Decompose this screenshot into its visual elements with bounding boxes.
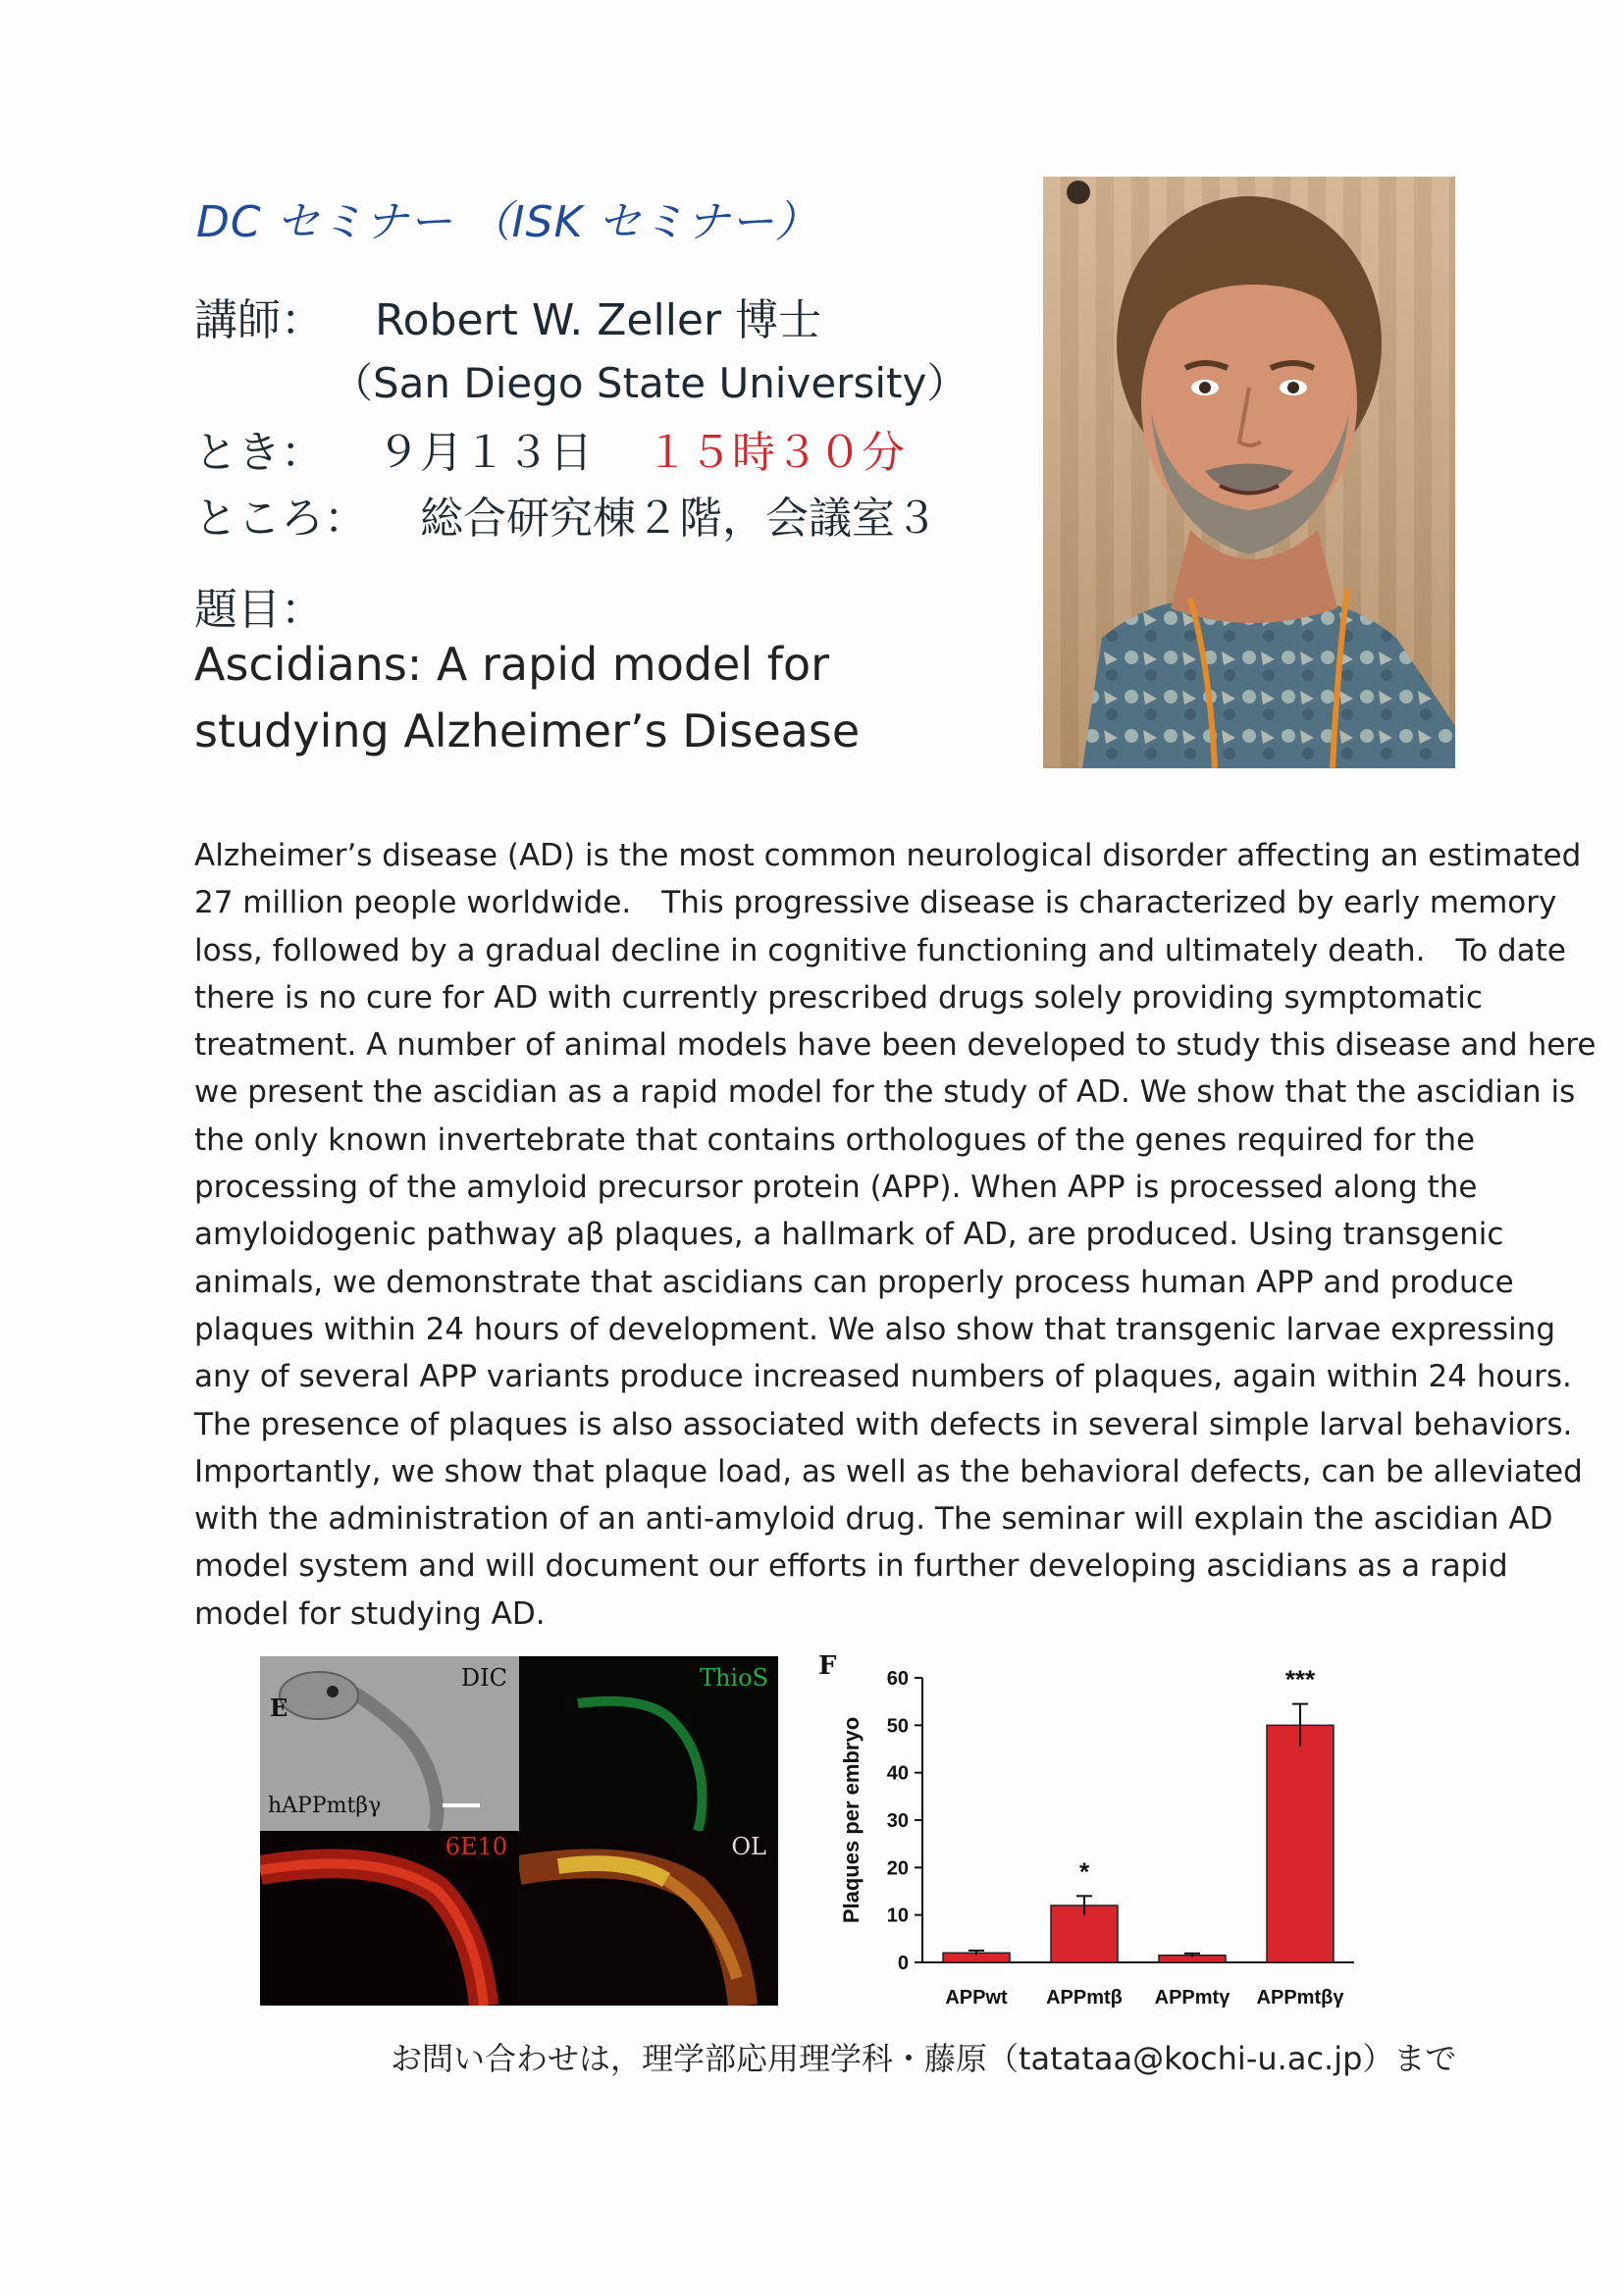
overlay-panel (519, 1831, 778, 2006)
speaker-name: Robert W. Zeller 博士 (375, 295, 822, 345)
topic-line-1: Ascidians: A rapid model for (194, 638, 830, 691)
thios-panel (519, 1656, 778, 1831)
series-title: DC セミナー （ISK セミナー） (196, 197, 819, 247)
y-tick-label: 40 (886, 1762, 909, 1785)
speaker-affiliation: （San Diego State University） (332, 359, 969, 407)
thios-label: ThioS (699, 1664, 768, 1692)
e10-label: 6E10 (445, 1833, 507, 1860)
abstract-line: with the administration of an anti-amyloid drug. The seminar will explain the ascidian AD (194, 1501, 1553, 1538)
abstract-line: treatment. A number of animal models have been developed to study this disease and here (194, 1027, 1597, 1064)
abstract (194, 832, 1597, 1638)
time-label: とき： (194, 428, 324, 478)
time-row (194, 417, 905, 480)
y-tick-label: 50 (886, 1715, 909, 1738)
abstract-line: we present the ascidian as a rapid model for the study of AD. We show that the ascidian is (194, 1074, 1576, 1111)
e10-panel (260, 1831, 519, 2006)
abstract-line: there is no cure for AD with currently prescribed drugs solely providing symptomatic (194, 979, 1483, 1016)
micrograph-figure (260, 1656, 778, 2006)
y-tick-label: 10 (886, 1905, 909, 1927)
plaque-chart (814, 1648, 1364, 2021)
y-axis-label: Plaques per embryo (839, 1716, 864, 1924)
dic-label: DIC (460, 1664, 507, 1692)
significance-label: * (1078, 1856, 1090, 1887)
place-label: ところ： (194, 494, 367, 544)
x-tick-label: APPmtβγ (1256, 1987, 1344, 2009)
abstract-line: animals, we demonstrate that ascidians can properly process human APP and produce (194, 1264, 1514, 1300)
place-value: 総合研究棟２階，会議室３ (420, 494, 938, 544)
x-tick-label: APPmtβ (1046, 1987, 1123, 2009)
time-hour: １５時３０分 (646, 428, 905, 478)
abstract-line: The presence of plaques is also associated with defects in several simple larval behaviors. (194, 1406, 1573, 1442)
abstract-line: Importantly, we show that plaque load, as well as the behavioral defects, can be alleviated (194, 1453, 1583, 1489)
bar (1267, 1725, 1334, 1962)
abstract-line: amyloidogenic pathway aβ plaques, a hallmark of AD, are produced. Using transgenic (194, 1217, 1504, 1253)
contact-line: お問い合わせは，理学部応用理学科・藤原（tatataa@kochi-u.ac.jp）まで (391, 2040, 1457, 2077)
abstract-line: any of several APP variants produce increased numbers of plaques, again within 24 hours. (194, 1359, 1572, 1395)
dic-panel (260, 1656, 519, 1831)
overlay-label: OL (731, 1833, 766, 1860)
topic-label: 題目： (194, 585, 324, 635)
plaque-chart-svg (814, 1648, 1364, 2021)
y-tick-label: 0 (897, 1953, 909, 1974)
panel-letter-e: E (270, 1694, 288, 1722)
y-tick-label: 60 (886, 1668, 909, 1690)
topic-line-2: studying Alzheimer’s Disease (194, 704, 861, 757)
abstract-line: model for studying AD. (194, 1595, 546, 1632)
time-date: ９月１３日 (377, 428, 593, 478)
abstract-line: Alzheimer’s disease (AD) is the most common neurological disorder affecting an estimated (194, 838, 1582, 873)
construct-label: hAPPmtβγ (268, 1794, 382, 1818)
speaker-photo (1043, 177, 1455, 768)
speaker-row (194, 285, 821, 347)
abstract-line: processing of the amyloid precursor protein (APP). When APP is processed along the (194, 1170, 1478, 1206)
place-row (194, 483, 938, 546)
abstract-line: plaques within 24 hours of development. We also show that transgenic larvae expressing (194, 1311, 1556, 1347)
speaker-label: 講師： (194, 295, 324, 345)
y-tick-label: 20 (886, 1857, 909, 1880)
y-tick-label: 30 (886, 1810, 909, 1832)
abstract-line: 27 million people worldwide. This progressive disease is characterized by early memory (194, 885, 1557, 921)
speaker-portrait-illustration (1043, 177, 1455, 768)
panel-letter-f: F (818, 1651, 837, 1681)
x-tick-label: APPwt (945, 1987, 1008, 2009)
x-tick-label: APPmtγ (1154, 1987, 1230, 2009)
abstract-line: the only known invertebrate that contains orthologues of the genes required for the (194, 1122, 1476, 1158)
significance-label: *** (1284, 1664, 1316, 1695)
abstract-line: model system and will document our efforts in further developing ascidians as a rapid (194, 1548, 1508, 1585)
abstract-line: loss, followed by a gradual decline in cognitive functioning and ultimately death. To date (194, 932, 1566, 968)
